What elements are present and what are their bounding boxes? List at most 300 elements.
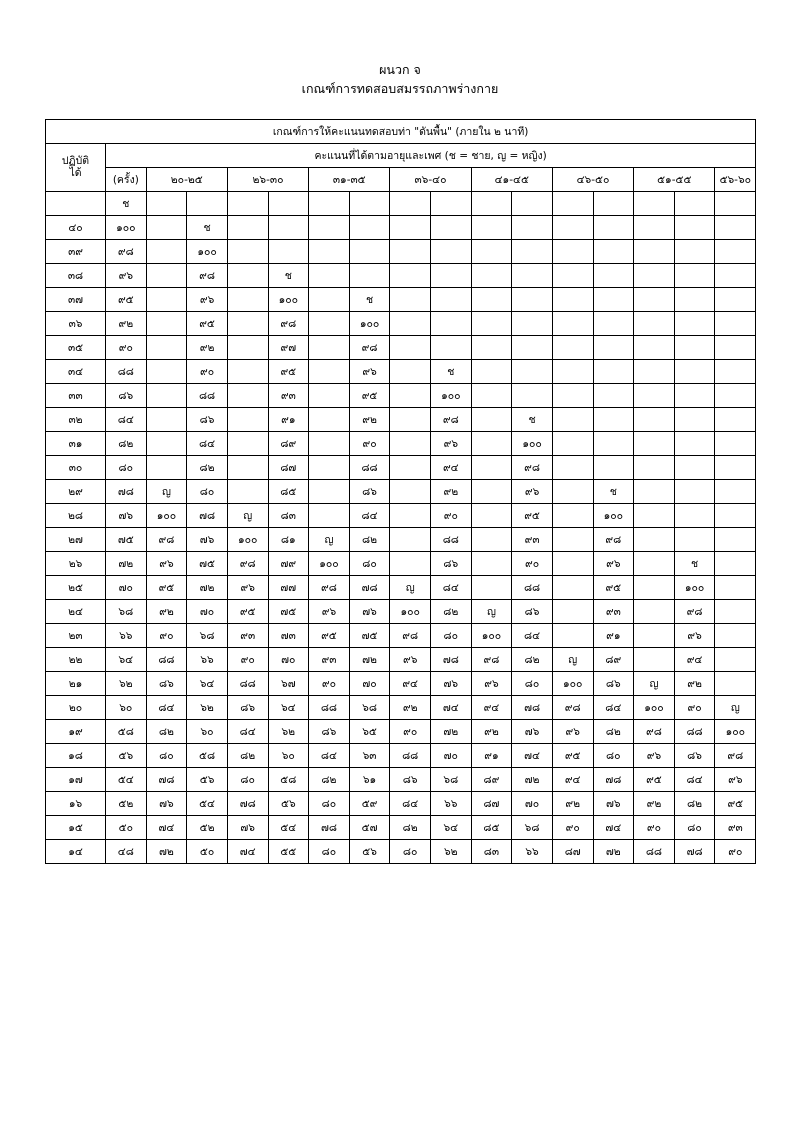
score-cell: ๗๒ — [146, 839, 187, 863]
first-column-unit-header: (ครั้ง) — [106, 167, 147, 191]
score-cell: ๘๔ — [106, 407, 147, 431]
score-cell: ๘๖ — [106, 383, 147, 407]
score-cell — [268, 239, 309, 263]
score-cell: ๘๖ — [674, 743, 715, 767]
score-cell: ๙๐ — [227, 647, 268, 671]
score-cell: ๘๔ — [309, 743, 350, 767]
score-cell — [146, 455, 187, 479]
score-cell: ๗๘ — [349, 575, 390, 599]
score-cell: ๙๒ — [106, 311, 147, 335]
score-cell — [715, 551, 756, 575]
score-cell — [512, 191, 553, 215]
score-cell: ๘๖ — [349, 479, 390, 503]
sex-mark-cell: ญ — [552, 647, 593, 671]
score-cell: ๘๔ — [390, 791, 431, 815]
sex-mark-cell: ช — [187, 215, 228, 239]
score-cell: ๕๖ — [106, 743, 147, 767]
score-cell: ๕๙ — [349, 791, 390, 815]
score-cell — [268, 215, 309, 239]
score-cell — [390, 239, 431, 263]
score-cell: ๗๒ — [106, 551, 147, 575]
score-cell — [593, 287, 634, 311]
sex-mark-cell: ช — [674, 551, 715, 575]
score-cell: ๙๖ — [106, 263, 147, 287]
row-label: ๑๗ — [46, 767, 106, 791]
score-cell — [268, 191, 309, 215]
score-cell — [634, 191, 675, 215]
score-cell: ๘๘ — [512, 575, 553, 599]
score-cell: ๕๒ — [187, 815, 228, 839]
score-cell: ๖๘ — [431, 767, 472, 791]
pushup-score-table — [45, 119, 756, 864]
score-cell: ๙๒ — [471, 719, 512, 743]
sex-mark-cell: ญ — [227, 503, 268, 527]
score-cell — [431, 191, 472, 215]
score-cell: ๘๔ — [593, 695, 634, 719]
score-cell: ๙๓ — [309, 647, 350, 671]
score-cell — [552, 263, 593, 287]
score-cell: ๑๐๐ — [106, 215, 147, 239]
age-group-header-6: ๔๖-๕๐ — [552, 167, 633, 191]
score-cell: ๗๖ — [187, 527, 228, 551]
score-cell: ๘๓ — [471, 839, 512, 863]
score-cell: ๗๘ — [227, 791, 268, 815]
score-cell — [431, 287, 472, 311]
table-subtitle-cell: คะแนนที่ได้ตามอายุและเพศ (ช = ชาย, ญ = หญิง) — [106, 143, 756, 167]
sex-mark-cell: ญ — [309, 527, 350, 551]
score-cell — [552, 287, 593, 311]
score-cell — [593, 191, 634, 215]
score-cell — [674, 503, 715, 527]
score-cell — [390, 431, 431, 455]
score-cell: ๙๕ — [349, 383, 390, 407]
score-cell: ๙๐ — [106, 335, 147, 359]
score-cell: ๖๔ — [187, 671, 228, 695]
sex-mark-cell: ญ — [146, 479, 187, 503]
score-cell — [471, 407, 512, 431]
score-cell: ๙๘ — [552, 695, 593, 719]
score-cell — [552, 599, 593, 623]
score-cell: ๘๔ — [674, 767, 715, 791]
score-cell: ๘๒ — [593, 719, 634, 743]
score-cell — [715, 671, 756, 695]
score-cell: ๙๐ — [634, 815, 675, 839]
score-cell — [674, 383, 715, 407]
score-cell — [146, 431, 187, 455]
score-cell — [349, 215, 390, 239]
score-cell — [715, 335, 756, 359]
score-cell — [674, 527, 715, 551]
score-cell: ๗๒ — [512, 767, 553, 791]
score-cell: ๘๒ — [187, 455, 228, 479]
score-cell: ๙๒ — [552, 791, 593, 815]
score-cell: ๑๐๐ — [593, 503, 634, 527]
table-subtitle-row — [46, 143, 756, 167]
score-cell — [593, 335, 634, 359]
score-cell — [309, 479, 350, 503]
row-label: ๓๙ — [46, 239, 106, 263]
score-cell: ๙๘ — [471, 647, 512, 671]
score-cell: ๙๘ — [309, 575, 350, 599]
score-cell: ๙๐ — [187, 359, 228, 383]
score-cell — [227, 287, 268, 311]
score-cell: ๙๘ — [674, 599, 715, 623]
score-cell: ๕๐ — [106, 815, 147, 839]
score-cell — [634, 239, 675, 263]
score-cell: ๙๘ — [431, 407, 472, 431]
row-label: ๑๕ — [46, 815, 106, 839]
table-body — [46, 119, 756, 863]
score-cell — [309, 503, 350, 527]
table-row — [46, 623, 756, 647]
score-cell — [552, 335, 593, 359]
score-cell: ๗๖ — [431, 671, 472, 695]
score-cell — [634, 215, 675, 239]
score-cell — [431, 239, 472, 263]
score-cell — [634, 503, 675, 527]
score-cell: ๙๖ — [431, 431, 472, 455]
row-label: ๓๓ — [46, 383, 106, 407]
score-cell — [674, 311, 715, 335]
score-cell: ๗๙ — [268, 551, 309, 575]
score-cell — [634, 479, 675, 503]
score-cell: ๙๖ — [593, 551, 634, 575]
score-cell: ๘๐ — [309, 791, 350, 815]
score-cell: ๙๘ — [634, 719, 675, 743]
score-cell: ๙๘ — [268, 311, 309, 335]
row-label: ๒๗ — [46, 527, 106, 551]
sex-mark-cell: ญ — [390, 575, 431, 599]
score-cell: ๑๐๐ — [227, 527, 268, 551]
score-cell — [715, 647, 756, 671]
score-cell: ๖๘ — [512, 815, 553, 839]
score-cell: ๙๔ — [552, 767, 593, 791]
score-cell — [187, 191, 228, 215]
score-cell: ๗๔ — [431, 695, 472, 719]
score-cell — [471, 215, 512, 239]
score-cell — [552, 479, 593, 503]
score-cell — [552, 239, 593, 263]
table-row — [46, 695, 756, 719]
score-cell: ๙๓ — [715, 815, 756, 839]
score-cell — [552, 311, 593, 335]
age-group-header-row — [46, 167, 756, 191]
score-cell: ๖๖ — [512, 839, 553, 863]
score-cell — [634, 383, 675, 407]
table-row — [46, 551, 756, 575]
sex-mark-cell: ช — [349, 287, 390, 311]
sex-mark-cell: ช — [512, 407, 553, 431]
score-cell — [227, 455, 268, 479]
score-cell: ๙๕ — [146, 575, 187, 599]
score-cell: ๗๐ — [431, 743, 472, 767]
score-cell — [552, 455, 593, 479]
table-row — [46, 647, 756, 671]
table-row — [46, 287, 756, 311]
score-cell: ๗๐ — [268, 647, 309, 671]
score-cell: ๘๒ — [309, 767, 350, 791]
table-row — [46, 503, 756, 527]
score-cell — [227, 239, 268, 263]
score-cell — [471, 383, 512, 407]
score-cell: ๗๖ — [512, 719, 553, 743]
score-cell — [634, 431, 675, 455]
score-cell: ๔๘ — [106, 839, 147, 863]
table-row — [46, 311, 756, 335]
score-cell: ๖๓ — [349, 743, 390, 767]
score-cell: ๘๙ — [471, 767, 512, 791]
score-cell: ๘๘ — [227, 671, 268, 695]
score-cell — [715, 383, 756, 407]
table-row — [46, 263, 756, 287]
score-cell: ๖๘ — [106, 599, 147, 623]
score-cell — [715, 599, 756, 623]
score-cell — [227, 359, 268, 383]
score-cell — [552, 575, 593, 599]
score-cell: ๑๐๐ — [349, 311, 390, 335]
score-cell: ๘๐ — [593, 743, 634, 767]
score-cell: ๕๕ — [268, 839, 309, 863]
score-cell: ๘๐ — [390, 839, 431, 863]
score-cell — [512, 215, 553, 239]
score-cell: ๙๓ — [268, 383, 309, 407]
score-cell: ๙๐ — [349, 431, 390, 455]
score-cell: ๑๐๐ — [146, 503, 187, 527]
table-row — [46, 335, 756, 359]
score-cell: ๘๒ — [349, 527, 390, 551]
table-row — [46, 671, 756, 695]
score-cell: ๙๐ — [552, 815, 593, 839]
score-cell — [715, 287, 756, 311]
score-cell: ๕๘ — [268, 767, 309, 791]
score-cell: ๘๖ — [431, 551, 472, 575]
score-cell — [227, 191, 268, 215]
table-row — [46, 527, 756, 551]
score-cell — [674, 359, 715, 383]
row-label: ๓๒ — [46, 407, 106, 431]
score-cell — [593, 311, 634, 335]
score-cell — [674, 431, 715, 455]
score-cell: ๘๒ — [431, 599, 472, 623]
score-cell: ๙๘ — [146, 527, 187, 551]
score-cell: ๙๔ — [431, 455, 472, 479]
score-cell: ๕๔ — [268, 815, 309, 839]
score-cell: ๗๕ — [268, 599, 309, 623]
score-cell — [146, 215, 187, 239]
score-cell: ๘๐ — [674, 815, 715, 839]
score-cell: ๖๒ — [187, 695, 228, 719]
score-cell: ๘๒ — [390, 815, 431, 839]
score-cell: ๙๕ — [187, 311, 228, 335]
score-cell: ๘๒ — [146, 719, 187, 743]
score-cell — [309, 335, 350, 359]
score-cell — [390, 383, 431, 407]
table-row — [46, 455, 756, 479]
row-label: ๑๔ — [46, 839, 106, 863]
score-cell — [634, 575, 675, 599]
score-cell: ๘๐ — [349, 551, 390, 575]
score-cell: ๙๘ — [715, 743, 756, 767]
score-cell: ๗๒ — [431, 719, 472, 743]
sex-mark-cell: ญ — [471, 599, 512, 623]
score-cell — [146, 191, 187, 215]
score-cell — [552, 191, 593, 215]
score-cell: ๗๘ — [593, 767, 634, 791]
score-cell: ๙๖ — [227, 575, 268, 599]
score-cell: ๘๘ — [431, 527, 472, 551]
score-cell: ๙๖ — [146, 551, 187, 575]
row-label — [46, 191, 106, 215]
score-cell — [309, 263, 350, 287]
score-cell: ๘๖ — [227, 695, 268, 719]
score-cell — [309, 287, 350, 311]
row-label: ๑๘ — [46, 743, 106, 767]
score-cell — [431, 311, 472, 335]
score-cell — [431, 215, 472, 239]
score-cell: ๙๘ — [106, 239, 147, 263]
score-cell — [227, 383, 268, 407]
score-cell: ๙๒ — [187, 335, 228, 359]
score-cell: ๘๒ — [674, 791, 715, 815]
score-cell: ๖๖ — [187, 647, 228, 671]
score-cell — [390, 527, 431, 551]
score-cell: ๙๕ — [715, 791, 756, 815]
score-cell — [512, 335, 553, 359]
score-cell: ๗๐ — [187, 599, 228, 623]
score-cell — [552, 551, 593, 575]
score-cell — [390, 359, 431, 383]
score-cell — [431, 335, 472, 359]
score-cell — [634, 527, 675, 551]
score-cell — [674, 287, 715, 311]
score-cell: ๙๘ — [593, 527, 634, 551]
score-cell: ๗๘ — [106, 479, 147, 503]
score-cell: ๙๔ — [471, 695, 512, 719]
score-cell: ๙๖ — [634, 743, 675, 767]
score-cell — [674, 479, 715, 503]
score-cell: ๘๗ — [471, 791, 512, 815]
score-cell — [634, 599, 675, 623]
table-row — [46, 575, 756, 599]
score-cell: ๘๐ — [187, 479, 228, 503]
score-cell: ๘๑ — [268, 527, 309, 551]
score-cell: ๑๐๐ — [512, 431, 553, 455]
score-cell — [512, 263, 553, 287]
score-cell — [593, 455, 634, 479]
score-cell: ๗๒ — [187, 575, 228, 599]
score-cell: ๗๘ — [512, 695, 553, 719]
score-cell: ๘๐ — [146, 743, 187, 767]
score-cell: ๗๖ — [349, 599, 390, 623]
score-cell: ๘๓ — [268, 503, 309, 527]
score-cell: ๑๐๐ — [187, 239, 228, 263]
table-title-row — [46, 119, 756, 143]
score-cell — [512, 359, 553, 383]
score-cell — [309, 239, 350, 263]
score-cell — [715, 623, 756, 647]
score-cell: ๑๐๐ — [471, 623, 512, 647]
score-cell — [471, 527, 512, 551]
score-cell — [390, 455, 431, 479]
score-cell — [227, 431, 268, 455]
score-cell: ๙๕ — [552, 743, 593, 767]
score-cell: ๙๔ — [674, 647, 715, 671]
table-row — [46, 191, 756, 215]
score-cell: ๙๕ — [227, 599, 268, 623]
score-cell — [471, 287, 512, 311]
score-cell: ๙๗ — [268, 335, 309, 359]
first-column-header-line1: ปฏิบัติ — [61, 155, 90, 168]
score-cell — [471, 191, 512, 215]
score-cell — [593, 263, 634, 287]
score-cell: ๕๔ — [187, 791, 228, 815]
score-cell: ๑๐๐ — [390, 599, 431, 623]
page-title — [45, 60, 755, 99]
score-cell — [309, 191, 350, 215]
score-cell: ๘๘ — [106, 359, 147, 383]
score-cell — [715, 503, 756, 527]
score-cell: ๘๕ — [268, 479, 309, 503]
score-cell: ๙๘ — [227, 551, 268, 575]
score-cell: ๕๒ — [106, 791, 147, 815]
score-cell — [512, 383, 553, 407]
score-cell: ๙๔ — [390, 671, 431, 695]
score-cell — [390, 335, 431, 359]
table-row — [46, 791, 756, 815]
score-cell: ๗๒ — [349, 647, 390, 671]
age-group-header-2: ๒๖-๓๐ — [227, 167, 308, 191]
score-cell — [227, 479, 268, 503]
score-cell: ๘๘ — [390, 743, 431, 767]
score-cell — [512, 311, 553, 335]
row-label: ๒๑ — [46, 671, 106, 695]
score-cell: ๗๖ — [593, 791, 634, 815]
score-cell — [349, 239, 390, 263]
score-cell: ๖๐ — [187, 719, 228, 743]
score-cell — [674, 263, 715, 287]
score-cell: ๖๗ — [268, 671, 309, 695]
score-cell — [593, 383, 634, 407]
score-cell — [634, 623, 675, 647]
score-cell — [390, 287, 431, 311]
score-cell: ๙๖ — [471, 671, 512, 695]
score-cell: ๖๒ — [431, 839, 472, 863]
age-group-header-8: ๕๖-๖๐ — [715, 167, 756, 191]
score-cell: ๘๔ — [349, 503, 390, 527]
score-cell: ๘๖ — [309, 719, 350, 743]
score-cell: ๕๘ — [106, 719, 147, 743]
score-cell — [390, 551, 431, 575]
score-cell: ๙๒ — [674, 671, 715, 695]
score-cell — [634, 335, 675, 359]
row-label: ๒๘ — [46, 503, 106, 527]
score-cell — [634, 263, 675, 287]
score-cell — [390, 191, 431, 215]
row-label: ๓๐ — [46, 455, 106, 479]
score-cell: ๙๕ — [593, 575, 634, 599]
row-label: ๓๕ — [46, 335, 106, 359]
score-cell — [512, 287, 553, 311]
score-cell — [634, 647, 675, 671]
score-cell: ๙๘ — [187, 263, 228, 287]
table-row — [46, 479, 756, 503]
score-cell: ๑๐๐ — [431, 383, 472, 407]
score-cell: ๗๓ — [268, 623, 309, 647]
score-cell — [227, 311, 268, 335]
score-cell: ๘๗ — [552, 839, 593, 863]
table-row — [46, 743, 756, 767]
score-cell — [349, 191, 390, 215]
